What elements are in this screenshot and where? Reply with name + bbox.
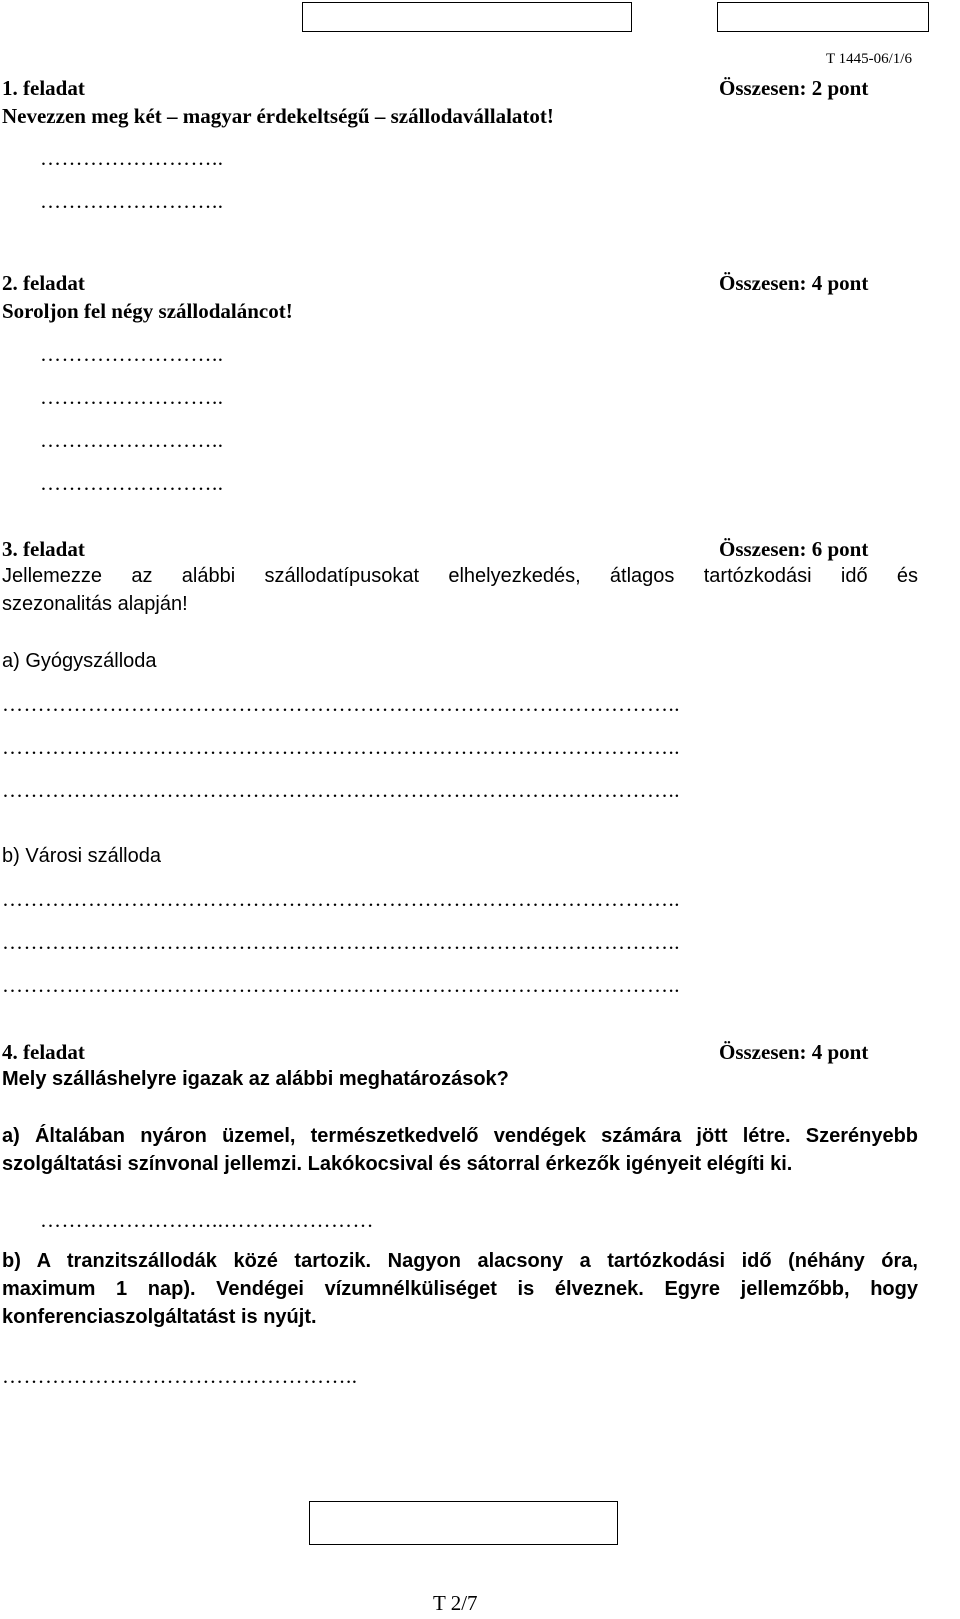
task2-answer-line[interactable]: …………………….. — [40, 428, 224, 452]
task1-title: 1. feladat — [2, 76, 85, 100]
task3-question-line1: Jellemezze az alábbi szállodatípusokat elhelyezkedés, átlagos tartózkodási idő és — [2, 565, 918, 587]
page-number: T 2/7 — [433, 1591, 478, 1615]
task3-part-a-answer-line[interactable]: ………………………………………………………………………………….. — [2, 692, 680, 716]
task4-answer-b[interactable]: ………………………………………….. — [2, 1364, 358, 1388]
task2-title: 2. feladat — [2, 271, 85, 295]
document-code: T 1445-06/1/6 — [826, 51, 912, 67]
task1-points: Összesen: 2 pont — [719, 76, 869, 100]
task4-answer-a[interactable]: ……………………..………………… — [40, 1208, 374, 1232]
task1-answer-line[interactable]: …………………….. — [40, 189, 224, 213]
task4-item-b-line3: konferenciaszolgáltatást is nyújt. — [2, 1306, 317, 1328]
task4-title: 4. feladat — [2, 1040, 85, 1064]
task4-item-b-line2: maximum 1 nap). Vendégei vízumnélküliséget is élveznek. Egyre jellemzőbb, hogy — [2, 1278, 918, 1300]
task3-part-a-answer-line[interactable]: ………………………………………………………………………………….. — [2, 735, 680, 759]
task3-part-b-answer-line[interactable]: ………………………………………………………………………………….. — [2, 973, 680, 997]
task2-points: Összesen: 4 pont — [719, 271, 869, 295]
task3-part-a-answer-line[interactable]: ………………………………………………………………………………….. — [2, 778, 680, 802]
task3-question-line2: szezonalitás alapján! — [2, 593, 188, 615]
task3-part-b-label: b) Városi szálloda — [2, 845, 161, 867]
task2-answer-line[interactable]: …………………….. — [40, 342, 224, 366]
footer-box — [309, 1501, 618, 1545]
task1-question: Nevezzen meg két – magyar érdekeltségű – szállodavállalatot! — [2, 104, 554, 128]
task2-answer-line[interactable]: …………………….. — [40, 471, 224, 495]
task3-part-a-label: a) Gyógyszálloda — [2, 650, 157, 672]
task4-question: Mely szálláshelyre igazak az alábbi meghatározások? — [2, 1068, 509, 1090]
task3-title: 3. feladat — [2, 537, 85, 561]
task3-points: Összesen: 6 pont — [719, 537, 869, 561]
task3-part-b-answer-line[interactable]: ………………………………………………………………………………….. — [2, 930, 680, 954]
task4-item-b-line1: b) A tranzitszállodák közé tartozik. Nagyon alacsony a tartózkodási idő (néhány óra, — [2, 1250, 918, 1272]
task4-points: Összesen: 4 pont — [719, 1040, 869, 1064]
task2-answer-line[interactable]: …………………….. — [40, 385, 224, 409]
header-box-right — [717, 2, 929, 32]
task2-question: Soroljon fel négy szállodaláncot! — [2, 299, 293, 323]
task4-item-a-line1: a) Általában nyáron üzemel, természetkedvelő vendégek számára jött létre. Szerényebb — [2, 1125, 918, 1147]
task4-item-a-line2: szolgáltatási színvonal jellemzi. Lakókocsival és sátorral érkezők igényeit elégíti ki. — [2, 1153, 793, 1175]
task1-answer-line[interactable]: …………………….. — [40, 146, 224, 170]
header-box-left — [302, 2, 632, 32]
task3-part-b-answer-line[interactable]: ………………………………………………………………………………….. — [2, 887, 680, 911]
